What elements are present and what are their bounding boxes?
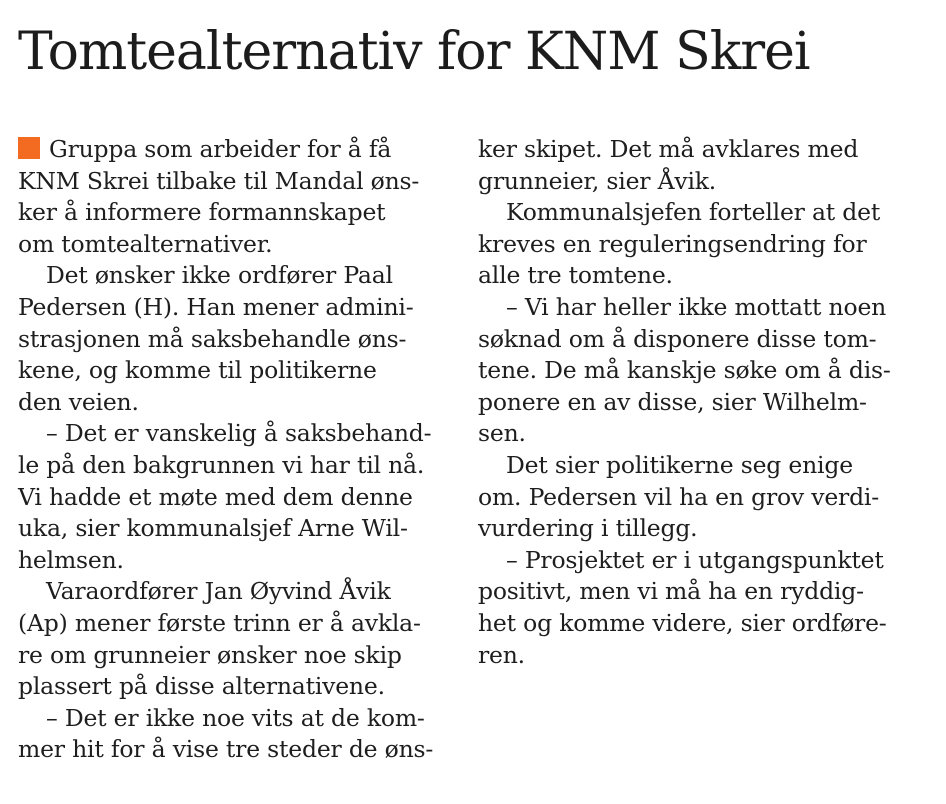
body-text: om. Pedersen vil ha en grov verdi- [478,482,879,511]
body-text: het og komme videre, sier ordføre- [478,608,887,637]
body-text-line [478,324,908,356]
body-text-line [18,482,448,514]
body-text: plassert på disse alternativene. [18,672,385,701]
body-text: helmsen. [18,545,124,574]
body-text: strasjonen må saksbehandle øns- [18,324,407,353]
body-text-line [478,292,908,324]
body-text-line [478,260,908,292]
body-text-line [18,418,448,450]
body-text-line [18,608,448,640]
body-text: ker skipet. Det må avklares med [478,135,859,163]
body-text: Pedersen (H). Han mener admini- [18,292,414,321]
body-text: sen. [478,419,526,448]
body-text: – Prosjektet er i utgangspunktet [506,545,884,574]
body-text: den veien. [18,387,139,416]
body-text-line [18,229,448,261]
body-text: søknad om å disponere disse tom- [478,324,877,353]
body-text-line [18,734,448,766]
body-text: Varaordfører Jan Øyvind Åvik [46,577,391,606]
body-text-line [478,229,908,261]
body-text: Kommunalsjefen forteller at det [506,198,881,227]
body-text-line [18,640,448,672]
body-text-line [18,260,448,292]
body-text: ker å informere formannskapet [18,198,386,227]
body-text: – Det er vanskelig å saksbehand- [46,419,432,448]
body-text: om tomtealternativer. [18,229,273,258]
body-text-line [18,450,448,482]
body-text-line [478,450,908,482]
body-text-line [478,166,908,198]
article-column-1 [18,134,448,766]
body-text-line [478,545,908,577]
body-text-line [18,576,448,608]
body-text-line [18,324,448,356]
body-text: tene. De må kanskje søke om å dis- [478,356,891,385]
body-text-line [18,166,448,198]
body-text: Det sier politikerne seg enige [506,450,853,479]
body-text-line [18,671,448,703]
body-text-line [478,134,908,166]
body-text-line [18,545,448,577]
body-text-line [478,576,908,608]
body-text: kreves en reguleringsendring for [478,229,867,258]
body-text: – Vi har heller ikke mottatt noen [506,292,887,321]
body-text-line [478,640,908,672]
body-text: kene, og komme til politikerne [18,356,377,385]
body-text-line [478,418,908,450]
body-text-line [478,482,908,514]
body-text: vurdering i tillegg. [478,514,698,543]
body-text: (Ap) mener første trinn er å avkla- [18,608,421,637]
body-text: le på den bakgrunnen vi har til nå. [18,450,425,479]
body-text: alle tre tomtene. [478,261,673,290]
body-text-line [478,197,908,229]
body-text-line [478,355,908,387]
body-text-line [18,513,448,545]
article-headline: Tomtealternativ for KNM Skrei [18,22,810,82]
body-text: ren. [478,640,525,669]
body-text: Det ønsker ikke ordfører Paal [46,261,393,290]
article-start-square-icon [18,137,40,159]
body-text-line [478,608,908,640]
body-text: Gruppa som arbeider for å få [49,135,392,163]
body-text-line [478,387,908,419]
article-column-2 [478,134,908,671]
body-text: ponere en av disse, sier Wilhelm- [478,387,867,416]
body-text: Vi hadde et møte med dem denne [18,482,413,511]
body-text: KNM Skrei tilbake til Mandal øns- [18,166,420,195]
body-text: positivt, men vi må ha en ryddig- [478,577,864,606]
body-text-line [18,292,448,324]
body-text: – Det er ikke noe vits at de kom- [46,703,425,732]
body-text: mer hit for å vise tre steder de øns- [18,735,434,764]
body-text-line [18,387,448,419]
body-text: grunneier, sier Åvik. [478,166,717,195]
body-text-line [18,703,448,735]
body-text-line [18,355,448,387]
body-text: re om grunneier ønsker noe skip [18,640,402,669]
body-text-line [18,197,448,229]
body-text: uka, sier kommunalsjef Arne Wil- [18,514,408,543]
body-text-line [18,134,448,166]
body-text-line [478,513,908,545]
